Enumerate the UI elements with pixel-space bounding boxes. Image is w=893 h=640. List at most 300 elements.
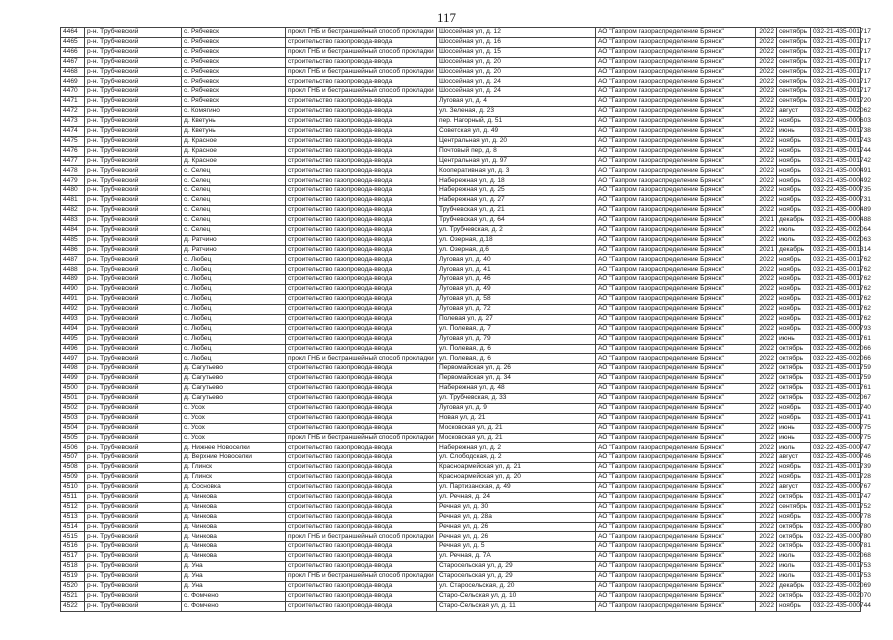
code-cell: 032-22-435-002067 xyxy=(811,393,861,403)
month-cell: октябрь xyxy=(777,384,811,394)
organization-cell: АО "Газпром газораспределение Брянск" xyxy=(596,334,756,344)
row-number: 4491 xyxy=(61,295,85,305)
month-cell: ноябрь xyxy=(777,295,811,305)
work-type-cell: строительство газопровода-ввода xyxy=(286,126,437,136)
month-cell: декабрь xyxy=(777,245,811,255)
table-row xyxy=(61,571,861,581)
address-cell: ул. Полевая, д. 6 xyxy=(437,344,596,354)
year-cell: 2022 xyxy=(756,443,777,453)
organization-cell: АО "Газпром газораспределение Брянск" xyxy=(596,156,756,166)
row-number: 4492 xyxy=(61,304,85,314)
settlement-cell: с. Усох xyxy=(182,403,286,413)
organization-cell: АО "Газпром газораспределение Брянск" xyxy=(596,117,756,127)
organization-cell: АО "Газпром газораспределение Брянск" xyxy=(596,384,756,394)
settlement-cell: с. Рябчевск xyxy=(182,97,286,107)
month-cell: июль xyxy=(777,562,811,572)
row-number: 4510 xyxy=(61,482,85,492)
code-cell: 032-21-435-001717 xyxy=(811,28,861,38)
address-cell: ул. Речная, д. 24 xyxy=(437,492,596,502)
table-row xyxy=(61,423,861,433)
address-cell: ул. Трубчевская, д. 33 xyxy=(437,393,596,403)
month-cell: ноябрь xyxy=(777,117,811,127)
work-type-cell: строительство газопровода-ввода xyxy=(286,235,437,245)
table-row xyxy=(61,473,861,483)
month-cell: июль xyxy=(777,443,811,453)
row-number: 4483 xyxy=(61,215,85,225)
settlement-cell: д. Уна xyxy=(182,562,286,572)
settlement-cell: д. Глинск xyxy=(182,473,286,483)
district-cell: р-н. Трубчевский xyxy=(85,423,182,433)
table-row xyxy=(61,443,861,453)
settlement-cell: д. Кветунь xyxy=(182,126,286,136)
row-number: 4515 xyxy=(61,532,85,542)
row-number: 4495 xyxy=(61,334,85,344)
address-cell: Луговая ул, д. 41 xyxy=(437,265,596,275)
table-row xyxy=(61,186,861,196)
year-cell: 2022 xyxy=(756,601,777,611)
code-cell: 032-21-435-001744 xyxy=(811,146,861,156)
code-cell: 032-21-435-000492 xyxy=(811,176,861,186)
row-number: 4506 xyxy=(61,443,85,453)
table-row xyxy=(61,255,861,265)
address-cell: Трубчевская ул, д. 21 xyxy=(437,206,596,216)
address-cell: Шоссейная ул, д. 12 xyxy=(437,28,596,38)
address-cell: Луговая ул, д. 46 xyxy=(437,275,596,285)
row-number: 4496 xyxy=(61,344,85,354)
work-type-cell: строительство газопровода-ввода xyxy=(286,542,437,552)
organization-cell: АО "Газпром газораспределение Брянск" xyxy=(596,255,756,265)
year-cell: 2022 xyxy=(756,423,777,433)
district-cell: р-н. Трубчевский xyxy=(85,57,182,67)
organization-cell: АО "Газпром газораспределение Брянск" xyxy=(596,275,756,285)
organization-cell: АО "Газпром газораспределение Брянск" xyxy=(596,364,756,374)
organization-cell: АО "Газпром газораспределение Брянск" xyxy=(596,532,756,542)
address-cell: Старосельская ул, д. 29 xyxy=(437,571,596,581)
settlement-cell: с. Селец xyxy=(182,176,286,186)
district-cell: р-н. Трубчевский xyxy=(85,275,182,285)
table-row xyxy=(61,28,861,38)
district-cell: р-н. Трубчевский xyxy=(85,403,182,413)
work-type-cell: строительство газопровода-ввода xyxy=(286,403,437,413)
row-number: 4465 xyxy=(61,37,85,47)
row-number: 4499 xyxy=(61,374,85,384)
table-row xyxy=(61,344,861,354)
address-cell: Речная ул, д. 26 xyxy=(437,532,596,542)
district-cell: р-н. Трубчевский xyxy=(85,156,182,166)
address-cell: Центральная ул, д. 97 xyxy=(437,156,596,166)
district-cell: р-н. Трубчевский xyxy=(85,28,182,38)
row-number: 4500 xyxy=(61,384,85,394)
work-type-cell: строительство газопровода-ввода xyxy=(286,522,437,532)
settlement-cell: д. Чинкова xyxy=(182,542,286,552)
organization-cell: АО "Газпром газораспределение Брянск" xyxy=(596,344,756,354)
year-cell: 2022 xyxy=(756,374,777,384)
district-cell: р-н. Трубчевский xyxy=(85,384,182,394)
district-cell: р-н. Трубчевский xyxy=(85,552,182,562)
district-cell: р-н. Трубчевский xyxy=(85,453,182,463)
address-cell: ул. Зеленая, д. 23 xyxy=(437,107,596,117)
district-cell: р-н. Трубчевский xyxy=(85,245,182,255)
month-cell: ноябрь xyxy=(777,413,811,423)
row-number: 4477 xyxy=(61,156,85,166)
year-cell: 2022 xyxy=(756,295,777,305)
row-number: 4473 xyxy=(61,117,85,127)
district-cell: р-н. Трубчевский xyxy=(85,413,182,423)
address-cell: Шоссейная ул, д. 20 xyxy=(437,57,596,67)
table-row xyxy=(61,215,861,225)
settlement-cell: с. Рябчевск xyxy=(182,37,286,47)
table-row xyxy=(61,532,861,542)
organization-cell: АО "Газпром газораспределение Брянск" xyxy=(596,265,756,275)
district-cell: р-н. Трубчевский xyxy=(85,542,182,552)
code-cell: 032-22-435-002070 xyxy=(811,591,861,601)
settlement-cell: с. Рябчевск xyxy=(182,87,286,97)
row-number: 4513 xyxy=(61,512,85,522)
work-type-cell: строительство газопровода-ввода xyxy=(286,225,437,235)
month-cell: июнь xyxy=(777,433,811,443)
organization-cell: АО "Газпром газораспределение Брянск" xyxy=(596,571,756,581)
table-row xyxy=(61,413,861,423)
settlement-cell: д. Красное xyxy=(182,156,286,166)
year-cell: 2022 xyxy=(756,196,777,206)
district-cell: р-н. Трубчевский xyxy=(85,591,182,601)
month-cell: октябрь xyxy=(777,492,811,502)
work-type-cell: строительство газопровода-ввода xyxy=(286,314,437,324)
row-number: 4494 xyxy=(61,324,85,334)
row-number: 4511 xyxy=(61,492,85,502)
work-type-cell: строительство газопровода-ввода xyxy=(286,393,437,403)
code-cell: 032-21-435-001717 xyxy=(811,87,861,97)
district-cell: р-н. Трубчевский xyxy=(85,196,182,206)
work-type-cell: строительство газопровода-ввода xyxy=(286,166,437,176)
page-number: 117 xyxy=(436,10,457,25)
table-row xyxy=(61,37,861,47)
month-cell: октябрь xyxy=(777,344,811,354)
table-row xyxy=(61,57,861,67)
code-cell: 032-21-435-001753 xyxy=(811,571,861,581)
district-cell: р-н. Трубчевский xyxy=(85,314,182,324)
month-cell: октябрь xyxy=(777,393,811,403)
work-type-cell: строительство газопровода-ввода xyxy=(286,304,437,314)
code-cell: 032-21-435-001762 xyxy=(811,255,861,265)
work-type-cell: строительство газопровода-ввода xyxy=(286,473,437,483)
table-row xyxy=(61,591,861,601)
address-cell: Речная ул, д. 26 xyxy=(437,522,596,532)
month-cell: декабрь xyxy=(777,581,811,591)
year-cell: 2022 xyxy=(756,304,777,314)
work-type-cell: строительство газопровода-ввода xyxy=(286,255,437,265)
district-cell: р-н. Трубчевский xyxy=(85,37,182,47)
code-cell: 032-21-435-001743 xyxy=(811,136,861,146)
settlement-cell: д. Нижнее Новоселки xyxy=(182,443,286,453)
table-row xyxy=(61,324,861,334)
address-cell: ул. Партизанская, д. 49 xyxy=(437,482,596,492)
work-type-cell: строительство газопровода-ввода xyxy=(286,206,437,216)
organization-cell: АО "Газпром газораспределение Брянск" xyxy=(596,166,756,176)
work-type-cell: строительство газопровода-ввода xyxy=(286,107,437,117)
district-cell: р-н. Трубчевский xyxy=(85,522,182,532)
organization-cell: АО "Газпром газораспределение Брянск" xyxy=(596,245,756,255)
table-row xyxy=(61,354,861,364)
table-row xyxy=(61,542,861,552)
district-cell: р-н. Трубчевский xyxy=(85,463,182,473)
work-type-cell: строительство газопровода-ввода xyxy=(286,374,437,384)
year-cell: 2022 xyxy=(756,453,777,463)
work-type-cell: прокл ГНБ и бестраншейный способ прокладки xyxy=(286,47,437,57)
month-cell: декабрь xyxy=(777,215,811,225)
code-cell: 032-21-435-001717 xyxy=(811,37,861,47)
row-number: 4505 xyxy=(61,433,85,443)
code-cell: 032-22-435-002064 xyxy=(811,225,861,235)
work-type-cell: строительство газопровода-ввода xyxy=(286,196,437,206)
address-cell: Первомайская ул, д. 34 xyxy=(437,374,596,384)
row-number: 4498 xyxy=(61,364,85,374)
organization-cell: АО "Газпром газораспределение Брянск" xyxy=(596,522,756,532)
district-cell: р-н. Трубчевский xyxy=(85,571,182,581)
table-row xyxy=(61,117,861,127)
district-cell: р-н. Трубчевский xyxy=(85,215,182,225)
settlement-cell: д. Уна xyxy=(182,581,286,591)
work-type-cell: строительство газопровода-ввода xyxy=(286,117,437,127)
organization-cell: АО "Газпром газораспределение Брянск" xyxy=(596,285,756,295)
month-cell: ноябрь xyxy=(777,136,811,146)
year-cell: 2022 xyxy=(756,473,777,483)
address-cell: ул. Полевая, д. 7 xyxy=(437,324,596,334)
year-cell: 2022 xyxy=(756,552,777,562)
organization-cell: АО "Газпром газораспределение Брянск" xyxy=(596,403,756,413)
year-cell: 2022 xyxy=(756,57,777,67)
row-number: 4493 xyxy=(61,314,85,324)
settlement-cell: д. Чинкова xyxy=(182,532,286,542)
code-cell: 032-21-435-001762 xyxy=(811,275,861,285)
address-cell: Московская ул, д. 21 xyxy=(437,423,596,433)
settlement-cell: д. Чинкова xyxy=(182,512,286,522)
month-cell: июль xyxy=(777,552,811,562)
year-cell: 2021 xyxy=(756,215,777,225)
organization-cell: АО "Газпром газораспределение Брянск" xyxy=(596,196,756,206)
settlement-cell: с. Любец xyxy=(182,275,286,285)
address-cell: Красноармейская ул, д. 20 xyxy=(437,473,596,483)
table-row xyxy=(61,156,861,166)
code-cell: 032-21-435-001761 xyxy=(811,334,861,344)
month-cell: ноябрь xyxy=(777,186,811,196)
address-cell: ул. Речная, д. 7А xyxy=(437,552,596,562)
organization-cell: АО "Газпром газораспределение Брянск" xyxy=(596,453,756,463)
address-cell: Кооперативная ул, д. 3 xyxy=(437,166,596,176)
district-cell: р-н. Трубчевский xyxy=(85,206,182,216)
address-cell: Луговая ул, д. 40 xyxy=(437,255,596,265)
year-cell: 2022 xyxy=(756,146,777,156)
organization-cell: АО "Газпром газораспределение Брянск" xyxy=(596,542,756,552)
code-cell: 032-21-435-001759 xyxy=(811,364,861,374)
organization-cell: АО "Газпром газораспределение Брянск" xyxy=(596,512,756,522)
settlement-cell: с. Усох xyxy=(182,433,286,443)
month-cell: октябрь xyxy=(777,522,811,532)
code-cell: 032-21-435-000489 xyxy=(811,206,861,216)
month-cell: ноябрь xyxy=(777,166,811,176)
row-number: 4487 xyxy=(61,255,85,265)
district-cell: р-н. Трубчевский xyxy=(85,107,182,117)
code-cell: 032-22-435-000767 xyxy=(811,482,861,492)
organization-cell: АО "Газпром газораспределение Брянск" xyxy=(596,176,756,186)
row-number: 4516 xyxy=(61,542,85,552)
work-type-cell: строительство газопровода-ввода xyxy=(286,334,437,344)
year-cell: 2022 xyxy=(756,37,777,47)
row-number: 4512 xyxy=(61,502,85,512)
row-number: 4514 xyxy=(61,522,85,532)
year-cell: 2022 xyxy=(756,265,777,275)
organization-cell: АО "Газпром газораспределение Брянск" xyxy=(596,206,756,216)
address-cell: Шоссейная ул, д. 24 xyxy=(437,87,596,97)
organization-cell: АО "Газпром газораспределение Брянск" xyxy=(596,126,756,136)
work-type-cell: строительство газопровода-ввода xyxy=(286,176,437,186)
code-cell: 032-21-435-001762 xyxy=(811,265,861,275)
settlement-cell: с. Селец xyxy=(182,186,286,196)
code-cell: 032-22-435-000735 xyxy=(811,186,861,196)
month-cell: ноябрь xyxy=(777,463,811,473)
month-cell: ноябрь xyxy=(777,512,811,522)
district-cell: р-н. Трубчевский xyxy=(85,265,182,275)
organization-cell: АО "Газпром газораспределение Брянск" xyxy=(596,67,756,77)
settlement-cell: д. Ратчино xyxy=(182,235,286,245)
year-cell: 2021 xyxy=(756,245,777,255)
table-row xyxy=(61,126,861,136)
year-cell: 2022 xyxy=(756,136,777,146)
table-row xyxy=(61,384,861,394)
month-cell: сентябрь xyxy=(777,77,811,87)
code-cell: 032-21-435-001314 xyxy=(811,245,861,255)
code-cell: 032-21-435-001739 xyxy=(811,463,861,473)
row-number: 4474 xyxy=(61,126,85,136)
district-cell: р-н. Трубчевский xyxy=(85,344,182,354)
code-cell: 032-21-435-001720 xyxy=(811,97,861,107)
organization-cell: АО "Газпром газораспределение Брянск" xyxy=(596,295,756,305)
settlement-cell: с. Любец xyxy=(182,354,286,364)
year-cell: 2022 xyxy=(756,156,777,166)
code-cell: 032-21-435-001762 xyxy=(811,304,861,314)
address-cell: Первомайская ул, д. 26 xyxy=(437,364,596,374)
organization-cell: АО "Газпром газораспределение Брянск" xyxy=(596,492,756,502)
settlement-cell: д. Сагутьево xyxy=(182,393,286,403)
district-cell: р-н. Трубчевский xyxy=(85,166,182,176)
month-cell: ноябрь xyxy=(777,314,811,324)
month-cell: ноябрь xyxy=(777,196,811,206)
organization-cell: АО "Газпром газораспределение Брянск" xyxy=(596,136,756,146)
organization-cell: АО "Газпром газораспределение Брянск" xyxy=(596,482,756,492)
code-cell: 032-22-435-000603 xyxy=(811,117,861,127)
month-cell: июнь xyxy=(777,126,811,136)
records-table-body xyxy=(61,28,871,612)
month-cell: ноябрь xyxy=(777,285,811,295)
district-cell: р-н. Трубчевский xyxy=(85,304,182,314)
year-cell: 2022 xyxy=(756,413,777,423)
records-table-wrapper xyxy=(60,27,871,612)
code-cell: 032-22-435-002066 xyxy=(811,354,861,364)
year-cell: 2022 xyxy=(756,87,777,97)
district-cell: р-н. Трубчевский xyxy=(85,334,182,344)
work-type-cell: строительство газопровода-ввода xyxy=(286,443,437,453)
year-cell: 2022 xyxy=(756,107,777,117)
work-type-cell: строительство газопровода-ввода xyxy=(286,384,437,394)
settlement-cell: с. Любец xyxy=(182,334,286,344)
settlement-cell: с. Селец xyxy=(182,215,286,225)
row-number: 4509 xyxy=(61,473,85,483)
district-cell: р-н. Трубчевский xyxy=(85,393,182,403)
month-cell: сентябрь xyxy=(777,57,811,67)
code-cell: 032-22-435-000780 xyxy=(811,532,861,542)
year-cell: 2022 xyxy=(756,393,777,403)
row-number: 4519 xyxy=(61,571,85,581)
organization-cell: АО "Газпром газораспределение Брянск" xyxy=(596,601,756,611)
work-type-cell: строительство газопровода-ввода xyxy=(286,186,437,196)
code-cell: 032-22-435-000775 xyxy=(811,423,861,433)
table-row xyxy=(61,374,861,384)
code-cell: 032-22-435-000747 xyxy=(811,443,861,453)
code-cell: 032-21-435-001742 xyxy=(811,156,861,166)
settlement-cell: с. Селец xyxy=(182,166,286,176)
year-cell: 2022 xyxy=(756,324,777,334)
settlement-cell: д. Чинкова xyxy=(182,552,286,562)
district-cell: р-н. Трубчевский xyxy=(85,117,182,127)
year-cell: 2022 xyxy=(756,235,777,245)
address-cell: Новая ул, д. 21 xyxy=(437,413,596,423)
settlement-cell: д. Сосновка xyxy=(182,482,286,492)
row-number: 4480 xyxy=(61,186,85,196)
year-cell: 2022 xyxy=(756,314,777,324)
month-cell: ноябрь xyxy=(777,324,811,334)
district-cell: р-н. Трубчевский xyxy=(85,512,182,522)
month-cell: ноябрь xyxy=(777,206,811,216)
table-row xyxy=(61,562,861,572)
settlement-cell: д. Сагутьево xyxy=(182,384,286,394)
code-cell: 032-21-435-001753 xyxy=(811,562,861,572)
row-number: 4488 xyxy=(61,265,85,275)
code-cell: 032-21-435-000793 xyxy=(811,324,861,334)
table-row xyxy=(61,433,861,443)
organization-cell: АО "Газпром газораспределение Брянск" xyxy=(596,87,756,97)
year-cell: 2022 xyxy=(756,47,777,57)
code-cell: 032-22-435-002068 xyxy=(811,552,861,562)
table-row xyxy=(61,393,861,403)
month-cell: сентябрь xyxy=(777,87,811,97)
month-cell: ноябрь xyxy=(777,403,811,413)
month-cell: ноябрь xyxy=(777,255,811,265)
year-cell: 2022 xyxy=(756,28,777,38)
district-cell: р-н. Трубчевский xyxy=(85,87,182,97)
row-number: 4479 xyxy=(61,176,85,186)
code-cell: 032-22-435-000731 xyxy=(811,196,861,206)
settlement-cell: с. Селец xyxy=(182,196,286,206)
settlement-cell: с. Рябчевск xyxy=(182,57,286,67)
row-number: 4475 xyxy=(61,136,85,146)
records-table xyxy=(60,27,871,612)
year-cell: 2022 xyxy=(756,502,777,512)
row-number: 4504 xyxy=(61,423,85,433)
year-cell: 2022 xyxy=(756,206,777,216)
settlement-cell: с. Усох xyxy=(182,423,286,433)
district-cell: р-н. Трубчевский xyxy=(85,364,182,374)
work-type-cell: строительство газопровода-ввода xyxy=(286,324,437,334)
table-row xyxy=(61,245,861,255)
work-type-cell: строительство газопровода-ввода xyxy=(286,215,437,225)
year-cell: 2022 xyxy=(756,77,777,87)
row-number: 4486 xyxy=(61,245,85,255)
table-row xyxy=(61,77,861,87)
work-type-cell: строительство газопровода-ввода xyxy=(286,423,437,433)
address-cell: Советская ул, д. 49 xyxy=(437,126,596,136)
code-cell: 032-22-435-000780 xyxy=(811,522,861,532)
district-cell: р-н. Трубчевский xyxy=(85,126,182,136)
